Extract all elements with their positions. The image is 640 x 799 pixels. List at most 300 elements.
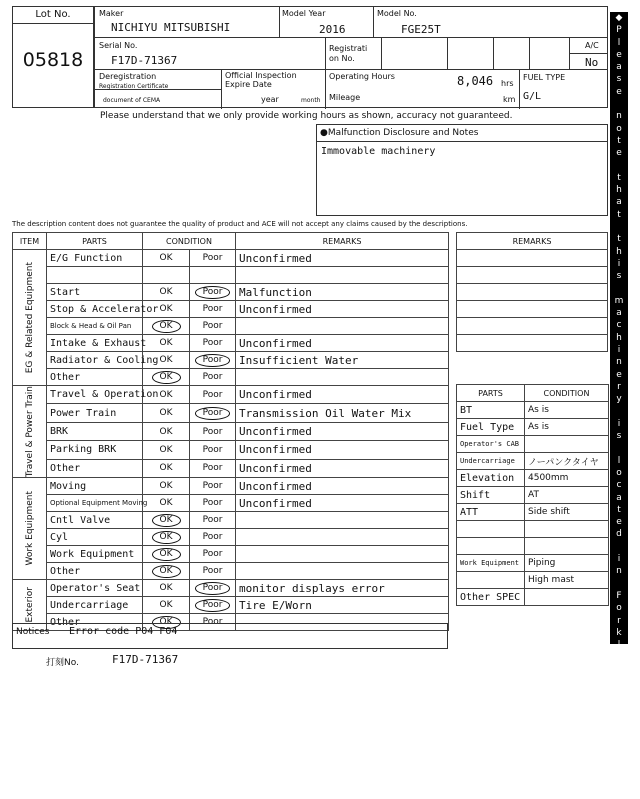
- ok-mark: OK: [159, 600, 173, 611]
- fuel-type-label: FUEL TYPE: [523, 73, 566, 82]
- poor-mark: Poor: [202, 321, 223, 331]
- part-cell: Other: [47, 459, 143, 477]
- ok-cell: [143, 335, 190, 352]
- part-cell: Other: [47, 563, 143, 580]
- poor-cell: [190, 441, 236, 459]
- part-cell: Cntl Valve: [47, 512, 143, 529]
- poor-mark: Poor: [195, 599, 231, 612]
- stamp-value: F17D-71367: [112, 653, 179, 666]
- spec-part: ATT: [457, 504, 525, 521]
- ok-mark: OK: [152, 616, 181, 629]
- hours-unit: hrs: [501, 79, 514, 88]
- side-notice-char: c: [616, 320, 622, 331]
- side-notice-char: o: [616, 467, 622, 478]
- ok-cell: [143, 284, 190, 301]
- reg-cert-label: Registration Certificate: [99, 83, 169, 90]
- ok-cell: [143, 250, 190, 267]
- side-notice-char: i: [617, 258, 621, 269]
- poor-mark: Poor: [202, 444, 223, 455]
- part-cell: Cyl: [47, 529, 143, 546]
- ok-mark: OK: [152, 548, 181, 561]
- remarks-header: REMARKS: [236, 233, 449, 250]
- poor-mark: Poor: [195, 407, 231, 420]
- group-label-text: Travel & Power Train: [24, 386, 35, 478]
- right-remarks-header: REMARKS: [457, 233, 608, 250]
- ok-mark: OK: [159, 253, 173, 263]
- part-cell: Moving: [47, 478, 143, 495]
- spec-part: [457, 538, 525, 555]
- part-cell: Intake & Exhaust: [47, 335, 143, 352]
- side-notice: [610, 12, 628, 798]
- header-grid: [94, 6, 608, 108]
- spec-condition: [525, 521, 609, 538]
- spec-row: [457, 436, 609, 453]
- ac-label: A/C: [585, 41, 599, 50]
- poor-cell: [190, 352, 236, 369]
- poor-mark: Poor: [195, 286, 231, 299]
- hours-notice: Please understand that we only provide working hours as shown, accuracy not guaranteed.: [100, 111, 513, 121]
- part-cell: Other: [47, 614, 143, 631]
- remark-cell: Unconfirmed: [236, 422, 449, 440]
- remark-cell: [236, 529, 449, 546]
- side-notice-char: e: [616, 369, 622, 380]
- spec-row: [457, 589, 609, 606]
- remark-cell: Malfunction: [236, 284, 449, 301]
- poor-cell: [190, 580, 236, 597]
- group-label-text: EG & Related Equipment: [24, 261, 35, 374]
- ok-mark: OK: [159, 304, 173, 314]
- serial-value: F17D-71367: [111, 54, 178, 67]
- side-notice-char: F: [616, 590, 622, 601]
- maker-label: Maker: [99, 9, 124, 18]
- spec-part: Elevation: [457, 470, 525, 487]
- remark-cell: Unconfirmed: [236, 250, 449, 267]
- ok-mark: OK: [159, 481, 173, 492]
- poor-cell: [190, 529, 236, 546]
- side-notice-char: [610, 406, 628, 418]
- remark-cell: [236, 563, 449, 580]
- spec-part: [457, 521, 525, 538]
- side-notice-char: n: [616, 111, 622, 122]
- spec-condition: ノーパンクタイヤ: [525, 453, 609, 470]
- disclaimer-text: The description content does not guarantee the quality of product and ACE will not accept any claims caused by the descriptions.: [12, 220, 468, 228]
- ok-mark: OK: [159, 498, 173, 509]
- ok-cell: [143, 512, 190, 529]
- table-row: [13, 459, 449, 477]
- hours-label: Operating Hours: [329, 72, 395, 81]
- side-notice-char: [610, 98, 628, 110]
- right-remarks-cell: [457, 284, 608, 301]
- spec-condition-header: CONDITION: [525, 385, 609, 402]
- poor-mark: Poor: [202, 426, 223, 437]
- table-row: [13, 495, 449, 512]
- poor-mark: Poor: [202, 338, 223, 348]
- table-row: [13, 318, 449, 335]
- group-label: [13, 478, 47, 580]
- poor-mark: Poor: [202, 463, 223, 474]
- side-notice-char: t: [617, 209, 621, 220]
- poor-mark: Poor: [202, 532, 223, 543]
- group-label: [13, 250, 47, 386]
- side-notice-char: [610, 283, 628, 295]
- poor-cell: [190, 495, 236, 512]
- spec-row: [457, 470, 609, 487]
- ok-cell: [143, 459, 190, 477]
- condition-table: [12, 232, 449, 631]
- spec-table: [456, 384, 609, 606]
- side-notice-char: a: [616, 492, 622, 503]
- side-notice-char: s: [616, 271, 622, 282]
- part-cell: BRK: [47, 422, 143, 440]
- side-notice-char: n: [616, 763, 622, 774]
- remark-cell: Unconfirmed: [236, 386, 449, 404]
- side-notice-char: [610, 578, 628, 590]
- spec-part: BT: [457, 402, 525, 419]
- ok-mark: OK: [159, 583, 173, 594]
- ok-mark: OK: [152, 514, 181, 527]
- spec-row: [457, 572, 609, 589]
- poor-cell: [190, 301, 236, 318]
- ok-cell: [143, 529, 190, 546]
- parts-header: PARTS: [47, 233, 143, 250]
- table-row: [13, 369, 449, 386]
- ok-cell: [143, 404, 190, 422]
- side-notice-char: m: [614, 295, 624, 306]
- table-row: [13, 478, 449, 495]
- poor-cell: [190, 597, 236, 614]
- side-notice-char: e: [616, 86, 622, 97]
- ok-mark: OK: [152, 371, 181, 384]
- spec-row: [457, 453, 609, 470]
- remark-cell: Tire E/Worn: [236, 597, 449, 614]
- poor-cell: [190, 563, 236, 580]
- side-notice-char: s: [616, 431, 622, 442]
- poor-cell: [190, 404, 236, 422]
- table-row: [13, 352, 449, 369]
- spec-condition: 4500mm: [525, 470, 609, 487]
- spec-row: [457, 521, 609, 538]
- side-notice-char: h: [616, 246, 622, 257]
- poor-cell: [190, 546, 236, 563]
- side-notice-char: r: [617, 615, 621, 626]
- poor-cell: [190, 369, 236, 386]
- spec-row: [457, 419, 609, 436]
- part-cell: [47, 267, 143, 284]
- poor-mark: Poor: [202, 617, 223, 628]
- remark-cell: [236, 267, 449, 284]
- side-notice-char: i: [617, 345, 621, 356]
- part-cell: Undercarriage: [47, 597, 143, 614]
- spec-row: [457, 402, 609, 419]
- side-notice-char: P: [616, 25, 622, 36]
- side-notice-char: i: [617, 750, 621, 761]
- table-row: [13, 563, 449, 580]
- remark-cell: monitor displays error: [236, 580, 449, 597]
- side-notice-char: f: [617, 664, 621, 675]
- part-cell: Optional Equipment Moving: [47, 495, 143, 512]
- side-notice-char: y: [616, 394, 622, 405]
- side-notice-char: e: [616, 148, 622, 159]
- part-cell: Stop & Accelerator: [47, 301, 143, 318]
- ok-cell: [143, 597, 190, 614]
- spec-part: [457, 572, 525, 589]
- ok-mark: OK: [159, 287, 173, 297]
- side-notice-char: [610, 442, 628, 454]
- table-row: [13, 335, 449, 352]
- side-notice-char: t: [617, 677, 621, 688]
- remark-cell: Transmission Oil Water Mix: [236, 404, 449, 422]
- right-remarks-cell: [457, 318, 608, 335]
- table-row: [13, 386, 449, 404]
- right-remarks-cell: [457, 301, 608, 318]
- table-row: [13, 597, 449, 614]
- deregistration-label: Deregistration: [99, 72, 157, 81]
- side-notice-char: r: [617, 381, 621, 392]
- table-row: [13, 422, 449, 440]
- mileage-label: Mileage: [329, 93, 361, 102]
- side-notice-char: o: [616, 123, 622, 134]
- table-row: [13, 267, 449, 284]
- side-notice-char: t: [617, 234, 621, 245]
- lot-box: [12, 6, 94, 108]
- side-notice-char: a: [616, 713, 622, 724]
- table-row: [13, 301, 449, 318]
- ok-cell: [143, 478, 190, 495]
- ok-mark: OK: [159, 426, 173, 437]
- side-notice-char: i: [617, 554, 621, 565]
- poor-mark: Poor: [202, 566, 223, 577]
- side-notice-char: o: [616, 603, 622, 614]
- side-notice-char: r: [617, 726, 621, 737]
- side-notice-char: [610, 541, 628, 553]
- side-notice-char: c: [616, 480, 622, 491]
- side-notice-char: n: [616, 566, 622, 577]
- spec-part: Fuel Type: [457, 419, 525, 436]
- part-cell: Travel & Operation: [47, 386, 143, 404]
- ok-mark: OK: [159, 389, 173, 400]
- spec-condition: As is: [525, 419, 609, 436]
- ok-cell: [143, 580, 190, 597]
- poor-mark: Poor: [202, 304, 223, 314]
- registration-label: Registrati on No.: [329, 44, 368, 63]
- spec-condition: AT: [525, 487, 609, 504]
- group-label-text: Work Equipment: [24, 491, 35, 566]
- side-notice-char: n: [616, 357, 622, 368]
- remark-cell: Unconfirmed: [236, 301, 449, 318]
- ok-mark: OK: [159, 338, 173, 348]
- poor-mark: Poor: [202, 389, 223, 400]
- poor-mark: Poor: [195, 354, 231, 367]
- side-notice-char: k: [616, 627, 622, 638]
- side-notice-char: a: [616, 308, 622, 319]
- ok-mark: OK: [159, 355, 173, 365]
- remark-cell: [236, 318, 449, 335]
- spec-parts-header: PARTS: [457, 385, 525, 402]
- poor-cell: [190, 478, 236, 495]
- side-notice-char: P: [616, 701, 622, 712]
- table-row: [13, 250, 449, 267]
- fuel-type-value: G/L: [523, 91, 542, 102]
- remark-cell: Unconfirmed: [236, 478, 449, 495]
- ok-mark: OK: [159, 408, 173, 419]
- group-label: [13, 386, 47, 478]
- part-cell: Operator's Seat: [47, 580, 143, 597]
- spec-condition: [525, 538, 609, 555]
- spec-part: Work Equipment: [457, 555, 525, 572]
- spec-row: [457, 504, 609, 521]
- spec-condition: Piping: [525, 555, 609, 572]
- side-notice-char: g: [616, 775, 622, 786]
- ok-cell: [143, 441, 190, 459]
- spec-condition: [525, 589, 609, 606]
- side-notice-char: a: [616, 62, 622, 73]
- side-notice-char: i: [617, 652, 621, 663]
- side-notice-char: ◆: [615, 13, 623, 23]
- table-row: [13, 546, 449, 563]
- poor-mark: Poor: [202, 253, 223, 263]
- ok-cell: [143, 267, 190, 284]
- part-cell: Work Equipment: [47, 546, 143, 563]
- spec-row: [457, 487, 609, 504]
- remark-cell: Unconfirmed: [236, 495, 449, 512]
- poor-cell: [190, 284, 236, 301]
- ok-cell: [143, 495, 190, 512]
- spec-part: Operator's CAB: [457, 436, 525, 453]
- ok-cell: [143, 318, 190, 335]
- hours-value: 8,046: [457, 74, 494, 88]
- stamp-label: 打刻No.: [46, 658, 79, 668]
- poor-mark: Poor: [202, 372, 223, 382]
- poor-cell: [190, 335, 236, 352]
- model-year-label: Model Year: [282, 9, 326, 18]
- poor-mark: Poor: [202, 498, 223, 509]
- ok-mark: OK: [159, 444, 173, 455]
- remark-cell: [236, 512, 449, 529]
- poor-cell: [190, 386, 236, 404]
- part-cell: Other: [47, 369, 143, 386]
- spec-row: [457, 538, 609, 555]
- side-notice-char: ◆: [615, 787, 623, 798]
- ok-cell: [143, 546, 190, 563]
- right-remarks-cell: [457, 267, 608, 284]
- side-notice-char: a: [616, 197, 622, 208]
- ok-cell: [143, 422, 190, 440]
- part-cell: Start: [47, 284, 143, 301]
- side-notice-char: [610, 221, 628, 233]
- lot-number: 05818: [22, 49, 84, 71]
- side-notice-char: e: [616, 49, 622, 60]
- malfunction-box: [316, 124, 608, 216]
- notices-label: Notices: [16, 627, 50, 637]
- side-notice-char: l: [617, 37, 621, 48]
- remark-cell: [236, 546, 449, 563]
- part-cell: Block & Head & Oil Pan: [47, 318, 143, 335]
- side-notice-char: t: [617, 504, 621, 515]
- poor-mark: Poor: [202, 515, 223, 526]
- right-remarks-table: [456, 232, 608, 352]
- spec-condition: Side shift: [525, 504, 609, 521]
- malfunction-text: Immovable machinery: [321, 146, 436, 157]
- side-notice-char: e: [616, 517, 622, 528]
- malfunction-title: ●Malfunction Disclosure and Notes: [320, 128, 479, 138]
- ok-cell: [143, 369, 190, 386]
- notices-value: Error code P04 F04: [69, 626, 178, 637]
- remark-cell: [236, 369, 449, 386]
- cema-label: document of CEMA: [103, 97, 161, 104]
- poor-cell: [190, 250, 236, 267]
- spec-row: [457, 555, 609, 572]
- ok-mark: OK: [152, 565, 181, 578]
- ok-cell: [143, 563, 190, 580]
- item-header: ITEM: [13, 233, 47, 250]
- side-notice-char: d: [616, 529, 622, 540]
- ok-mark: OK: [152, 531, 181, 544]
- table-row: [13, 404, 449, 422]
- group-label-text: Exterior: [24, 587, 35, 623]
- ok-mark: OK: [159, 463, 173, 474]
- poor-cell: [190, 459, 236, 477]
- poor-cell: [190, 267, 236, 284]
- year-label: year: [261, 95, 279, 104]
- spec-part: Shift: [457, 487, 525, 504]
- side-notice-char: k: [616, 738, 622, 749]
- spec-condition: As is: [525, 402, 609, 419]
- table-row: [13, 284, 449, 301]
- remark-cell: Unconfirmed: [236, 335, 449, 352]
- part-cell: Radiator & Cooling: [47, 352, 143, 369]
- model-year-value: 2016: [319, 23, 346, 36]
- part-cell: Parking BRK: [47, 441, 143, 459]
- table-row: [13, 529, 449, 546]
- poor-mark: Poor: [195, 582, 231, 595]
- table-row: [13, 580, 449, 597]
- side-notice-char: t: [617, 135, 621, 146]
- poor-mark: Poor: [202, 481, 223, 492]
- lot-label: Lot No.: [35, 9, 71, 20]
- table-row: [13, 441, 449, 459]
- side-notice-char: h: [616, 185, 622, 196]
- model-no-value: FGE25T: [401, 23, 441, 36]
- right-remarks-cell: [457, 250, 608, 267]
- ok-mark: OK: [152, 320, 181, 333]
- poor-cell: [190, 512, 236, 529]
- side-notice-char: t: [617, 172, 621, 183]
- serial-label: Serial No.: [99, 41, 138, 50]
- part-cell: E/G Function: [47, 250, 143, 267]
- spec-condition: High mast: [525, 572, 609, 589]
- side-notice-char: [610, 160, 628, 172]
- model-no-label: Model No.: [377, 9, 417, 18]
- spec-part: Undercarriage: [457, 453, 525, 470]
- poor-mark: Poor: [202, 549, 223, 560]
- remark-cell: Insufficient Water: [236, 352, 449, 369]
- month-label: month: [301, 97, 321, 104]
- right-remarks-cell: [457, 335, 608, 352]
- side-notice-char: h: [616, 332, 622, 343]
- condition-header: CONDITION: [143, 233, 236, 250]
- side-notice-char: s: [616, 74, 622, 85]
- spec-part: Other SPEC: [457, 589, 525, 606]
- part-cell: Power Train: [47, 404, 143, 422]
- remark-cell: Unconfirmed: [236, 441, 449, 459]
- side-notice-char: l: [617, 640, 621, 651]
- poor-cell: [190, 318, 236, 335]
- maker-value: NICHIYU MITSUBISHI: [111, 21, 231, 34]
- mileage-unit: km: [503, 95, 516, 104]
- poor-cell: [190, 422, 236, 440]
- side-notice-char: [610, 688, 628, 700]
- inspection-label: Official Inspection Expire Date: [225, 71, 297, 89]
